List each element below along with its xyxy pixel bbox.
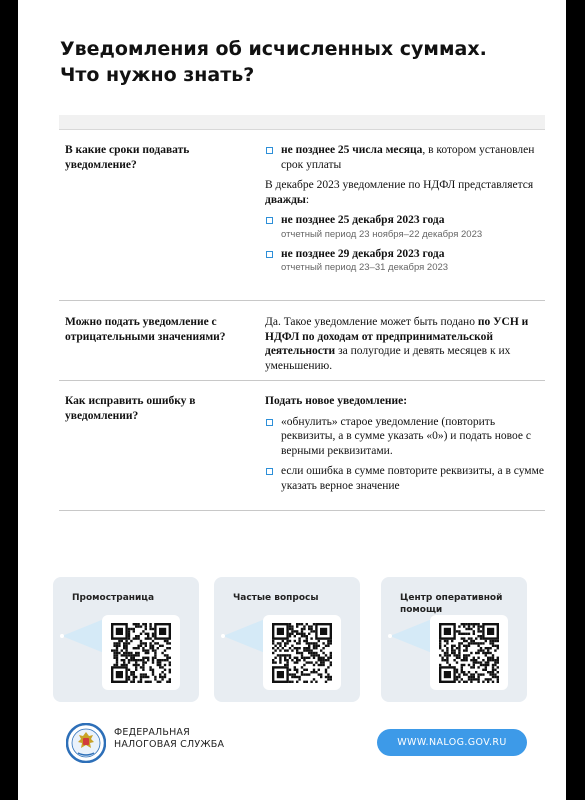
scan-beam-icon — [62, 619, 104, 653]
list-item: не позднее 25 декабря 2023 года отчетный период 23 ноября–22 декабря 2023 — [265, 213, 545, 241]
faq-question: В какие сроки подавать уведомление? — [65, 144, 190, 171]
card-title: Центр оперативной помощи — [400, 593, 503, 615]
faq-question: Как исправить ошибку в уведомлении? — [65, 395, 196, 422]
faq-answer — [265, 394, 545, 493]
list-item: «обнулить» старое уведомление (повторить реквизиты, а в сумме указать «0») и подать новое с верными реквизитами. — [265, 415, 545, 459]
period-note: отчетный период 23 ноября–22 декабря 2023 — [281, 228, 483, 240]
qr-code-icon — [439, 623, 499, 683]
qr-card-promo[interactable] — [53, 577, 199, 702]
qr-code-icon — [111, 623, 171, 683]
table-header-bar — [59, 115, 545, 130]
card-title: Частые вопросы — [233, 593, 319, 603]
list-item: если ошибка в сумме повторите реквизиты, а в сумме указать верное значение — [265, 464, 545, 493]
faq-answer — [265, 143, 545, 274]
answer-paragraph: В декабре 2023 уведомление по НДФЛ представляется дважды: — [265, 179, 534, 206]
scan-beam-icon — [223, 619, 265, 653]
row-divider — [59, 380, 545, 381]
row-divider — [59, 300, 545, 301]
fns-emblem-icon — [66, 723, 106, 763]
page-title: Уведомления об исчисленных суммах. Что нужно знать? — [60, 38, 487, 86]
website-link-button[interactable]: WWW.NALOG.GOV.RU — [377, 729, 527, 756]
list-item: не позднее 29 декабря 2023 года отчетный период 23–31 декабря 2023 — [265, 247, 545, 275]
qr-card-help-center[interactable] — [381, 577, 527, 702]
scan-beam-icon — [390, 619, 432, 653]
qr-code-frame[interactable] — [102, 615, 180, 690]
qr-code-frame[interactable] — [430, 615, 508, 690]
faq-answer: Да. Такое уведомление может быть подано по УСН и НДФЛ по доходам от предпринимательской деятельности за полугодие и девять месяцев к их уменьшению. — [265, 316, 529, 372]
qr-card-faq[interactable] — [214, 577, 360, 702]
qr-code-icon — [272, 623, 332, 683]
org-name: ФЕДЕРАЛЬНАЯ НАЛОГОВАЯ СЛУЖБА — [114, 727, 225, 750]
qr-code-frame[interactable] — [263, 615, 341, 690]
row-divider — [59, 510, 545, 511]
document-page — [18, 0, 566, 800]
faq-question: Можно подать уведомление с отрицательными значениями? — [65, 316, 226, 343]
period-note: отчетный период 23–31 декабря 2023 — [281, 262, 449, 273]
list-item: не позднее 25 числа месяца, в котором установлен срок уплаты — [265, 143, 545, 172]
card-title: Промостраница — [72, 593, 155, 603]
answer-heading: Подать новое уведомление: — [265, 395, 408, 407]
